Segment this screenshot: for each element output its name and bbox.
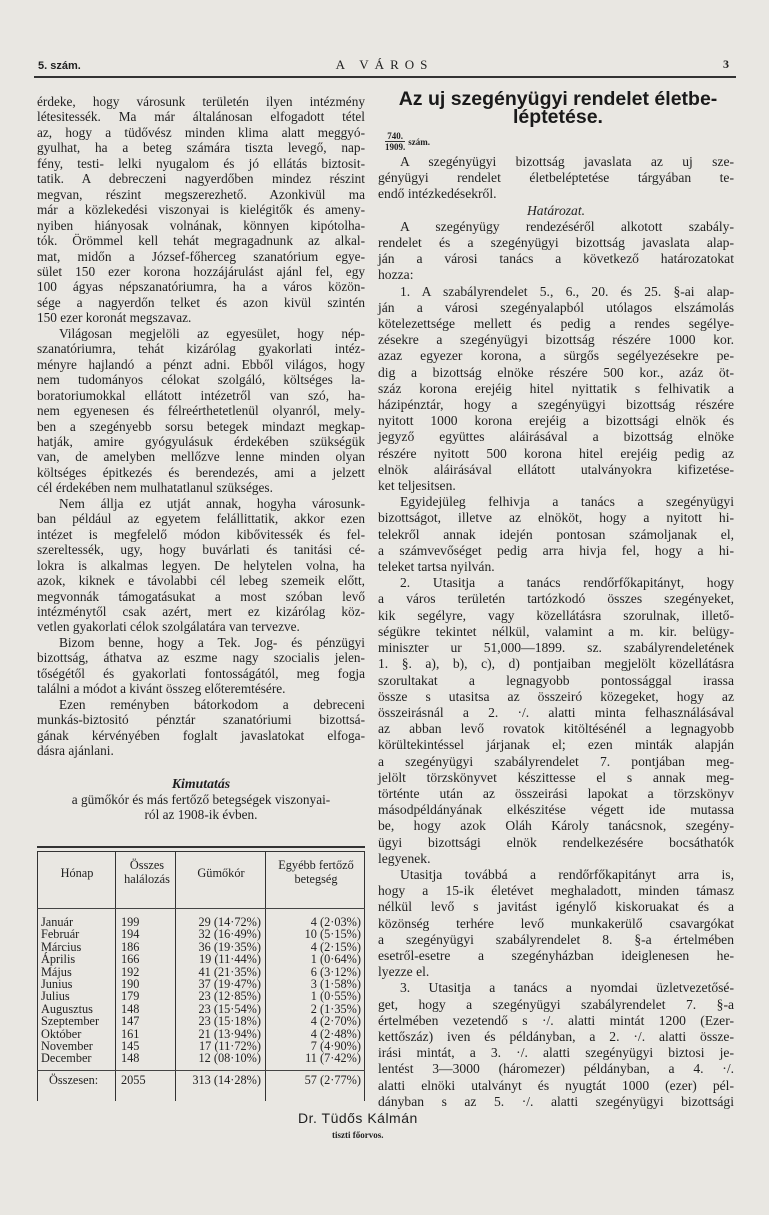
text-line: Bizom benne, hogy a Tek. Jog- és pénzügyi — [59, 634, 365, 650]
text-line: rendelet és a szegényügyi bizottság javaslata alap- — [378, 235, 734, 251]
text-line: megvan, részint megszerezhető. Azonkivül ma — [37, 186, 365, 202]
other-cell: 3 (1·58%) — [310, 977, 361, 991]
other-cell: 6 (3·12%) — [310, 964, 361, 979]
deaths-cell: 179 — [121, 989, 140, 1004]
text-line: közönség terhére levő munkakerülő csavargókat — [378, 915, 734, 931]
statistics-table — [37, 846, 365, 1101]
signature-title: tiszti főorvos. — [332, 1130, 384, 1140]
text-line: ján a városi tanács a következő határozatokat — [378, 251, 734, 267]
other-cell: 11 (7·42%) — [305, 1051, 361, 1066]
text-line: sége a nagyerdőn telket és azon kivül szintén — [37, 294, 365, 310]
text-line: alatti elnöki utalványt és nyugtát 1000 (ezer) pél- — [378, 1077, 734, 1093]
deaths-cell: 186 — [121, 939, 140, 954]
deaths-cell: 194 — [121, 927, 140, 942]
text-line: A szegényügy rendezéséről alkotott szabály- — [400, 218, 734, 234]
header-rule — [34, 76, 736, 78]
text-line: dig a bizottság elnöke részére 500 kor., azáz öt- — [378, 364, 734, 380]
text-line: telekről annak idején pontosan számoljanak el, — [378, 526, 734, 542]
text-line: bizottság, áthatva az eszme nagy szocialis jelen- — [37, 650, 365, 666]
text-line: legyenek. — [378, 850, 431, 866]
text-line: azok, kiknek e távolabbi cél lebeg szemeik előtt, — [37, 573, 365, 589]
text-line: hozza: — [378, 267, 414, 283]
paragraph — [37, 496, 365, 635]
text-line: endő intézkedésekről. — [378, 186, 497, 202]
text-line: nem tudományos célokat szolgáló, költséges la- — [37, 372, 365, 388]
tuberculosis-cell: 23 (12·85%) — [198, 989, 261, 1004]
ref-year: 1909. — [385, 142, 406, 152]
deaths-cell: 161 — [121, 1026, 140, 1041]
text-line: 1. A szabályrendelet 5., 6., 20. és 25. §-ai alap- — [400, 283, 734, 299]
text-line: érdeke, hogy városunk területén ilyen intézmény — [37, 94, 365, 109]
tuberculosis-cell: 32 (16·49%) — [198, 927, 261, 942]
tuberculosis-cell: 23 (15·18%) — [198, 1014, 261, 1029]
text-line: azaz egyezer korona, a sürgős segélyezésekre pe- — [378, 348, 734, 364]
other-cell: 7 (4·90%) — [310, 1039, 361, 1053]
deaths-cell: 199 — [121, 915, 140, 929]
paragraph — [37, 635, 365, 697]
text-line: a szegényügyi szabályrendelet 7. pontjában meg- — [378, 753, 734, 769]
tuberculosis-cell: 12 (08·10%) — [198, 1051, 261, 1066]
other-cell: 10 (5·15%) — [304, 927, 361, 942]
text-line: körültekintéssel járjanak el; ezen minták alapján — [378, 737, 734, 753]
month-cell: Május — [41, 964, 72, 979]
text-line: költséges épitkezés és berendezés, ami a jelzett — [37, 464, 365, 480]
other-cell: 1 (0·55%) — [310, 989, 361, 1004]
text-line: 1. §. a), b), c), d) pontjaiban megjelölt közellátásra — [378, 656, 734, 672]
section-heading: Határozat. — [526, 202, 586, 218]
text-line: lokra is alkalmas legyen. De helytelen volna, ha — [37, 557, 365, 573]
text-line: Nem állja ez utját annak, hogyha városunk- — [59, 495, 365, 511]
text-line: gyulhat, ha a beteg számára tiszta levegő, nap- — [37, 140, 365, 156]
header-other-infectious: Egyébb fertőző betegség — [278, 858, 354, 886]
paragraph — [378, 154, 734, 203]
text-line: jelölt törzskönyvet készittesse el s annak meg- — [378, 769, 734, 785]
text-line: tatik. A debreczeni nagyerdőben mindez részint — [37, 171, 365, 187]
text-line: 2. Utasitja a tanács rendőrfőkapitányt, hogy — [400, 575, 734, 591]
month-cell: Február — [41, 927, 80, 942]
paragraph — [378, 219, 734, 284]
paragraph — [378, 284, 734, 495]
paragraph — [378, 575, 734, 867]
text-line: vetlen gyakorlati célok szolgálatára van tervezve. — [37, 619, 300, 635]
tuberculosis-cell: 21 (13·94%) — [198, 1026, 261, 1041]
text-line: sület 150 ezer korona hozzájárulást ajánl fel, egy — [37, 263, 365, 279]
text-line: fény, testi- lelki nyugalom és jó ellátás biztosit- — [37, 155, 365, 171]
tuberculosis-cell: 29 (14·72%) — [198, 915, 261, 929]
text-line: van, de amelyben mellőzve lenne minden olyan — [37, 449, 365, 465]
text-line: össze s utasitsa az összeiró közegeket, hogy az — [378, 688, 734, 704]
article-title-line: léptetése. — [513, 106, 603, 128]
text-line: munkás-biztositó pénztár szanatóriumi bizottsá- — [37, 712, 365, 728]
header-total-deaths: Összes halálozás — [124, 858, 170, 886]
deaths-cell: 145 — [121, 1039, 140, 1053]
table-row — [37, 1052, 365, 1064]
text-line: kettőszáz) iven és példányban, a 2. ·/. alatti össze- — [378, 1028, 734, 1044]
text-line: ségükre tekintet nélkül, valamint a m. kir. belügy- — [378, 623, 734, 639]
text-line: Utasitja továbbá a rendőrfőkapitányt arra is, — [400, 866, 734, 882]
text-line: összeirásnál a 2. ·/. alatti minta felhasználásával — [378, 704, 734, 720]
text-line: nem egyenesen és félreérthetetlenül olyanról, mely- — [37, 403, 365, 419]
month-cell: Szeptember — [41, 1014, 100, 1029]
text-line: ben a szegényebb sorsu betegek mindazt megkap- — [37, 418, 365, 434]
text-line: ményre hajlandó a pénzt adni. Ebből világos, hogy — [37, 356, 365, 372]
deaths-cell: 190 — [121, 977, 140, 991]
text-line: létesitessék. Ma már általánosan elfogadott tétel — [37, 109, 365, 125]
text-line: az, hogy a tüdővész minden klima alatt meggyó- — [37, 124, 365, 140]
other-cell: 4 (2·03%) — [310, 915, 361, 929]
table-top-rule — [37, 851, 365, 852]
other-cell: 2 (1·35%) — [310, 1001, 361, 1016]
text-line: értelmében vezetendő s ·/. alatti mintát 1200 (Ezer- — [378, 1012, 734, 1028]
text-line: hatják, amire gyógyulásuk érdekében szükségük — [37, 433, 365, 449]
other-cell: 4 (2·70%) — [310, 1014, 361, 1029]
tuberculosis-cell: 36 (19·35%) — [198, 939, 261, 954]
text-line: kötelezettsége mellett és pedig a rendes segélye- — [378, 316, 734, 332]
ref-label: szám. — [408, 136, 430, 147]
signature-name: Dr. Tüdős Kálmán — [298, 1110, 418, 1126]
text-line: megvonnák támogatásukat a most szóban levő — [37, 588, 365, 604]
text-line: részére nyitott 500 korona hitel erejéig pedig az — [378, 445, 734, 461]
paragraph — [378, 867, 734, 980]
month-cell: Március — [41, 939, 82, 954]
text-line: intézet is megfelelő módon kibővitessék és fel- — [37, 526, 365, 542]
text-line: zésekre a szegényügyi bizottság részére 1000 kor. — [378, 332, 734, 348]
text-line: ban például az egyetem felállittatik, akkor ezen — [37, 511, 365, 527]
month-cell: Augusztus — [41, 1001, 93, 1016]
header-month: Hónap — [60, 866, 94, 880]
other-cell: 4 (2·15%) — [310, 939, 361, 954]
text-line: cél érdekében nem mulhatatlanul szükséges. — [37, 480, 273, 496]
text-line: dásra ajánlani. — [37, 743, 114, 759]
table-title: Kimutatás — [171, 776, 231, 791]
table-subtitle-line: a gümőkór és más fertőző betegségek viszonyai- — [71, 791, 331, 807]
total-deaths: 2055 — [121, 1073, 146, 1087]
text-line: mat, midőn a József-főherceg szanatórium egye- — [37, 248, 365, 264]
text-line: tók. Örömmel kell tehát megragadnunk az alkal- — [37, 233, 365, 249]
text-line: Egyidejüleg felhivja a tanács a szegényügyi — [400, 494, 734, 510]
text-line: hogy a 15-ik életévet meghaladott, minden támasz — [378, 883, 734, 899]
text-line: kik segélyre, vagy közellátásra szorulnak, illető- — [378, 607, 734, 623]
table-row — [37, 990, 365, 1002]
text-line: irási mintát, a 3. ·/. alatti szegényügyi biztosi je- — [378, 1045, 734, 1061]
text-line: miniszter ur 51,000—1899. sz. szabályrendeletének — [378, 640, 734, 656]
newspaper-title: A VÁROS — [335, 57, 434, 72]
text-line: a város területén tartózkodó összes szegényeket, — [378, 591, 734, 607]
total-tuberculosis: 313 (14·28%) — [192, 1073, 261, 1087]
table-total-rule — [37, 1070, 365, 1071]
month-cell: Január — [41, 915, 74, 929]
table-row — [37, 1015, 365, 1027]
table-subtitle-line: ról az 1908-ik évben. — [144, 807, 258, 822]
text-line: tőségétől és gyakorlati fontosságától, meg fogja — [37, 665, 365, 681]
text-line: esetről-esetre a szegényházban ideiglenesen he- — [378, 947, 734, 963]
text-line: szorultakat a legnagyobb pontossággal irassa — [378, 672, 734, 688]
text-line: nyitott 1000 korona erejéig a bizottsági elnök és — [378, 413, 734, 429]
text-line: házipénztár, hogy a szegényügyi bizottság részére — [378, 397, 734, 413]
article-title — [378, 90, 738, 126]
deaths-cell: 166 — [121, 952, 140, 967]
month-cell: December — [41, 1051, 92, 1066]
deaths-cell: 148 — [121, 1051, 140, 1066]
total-label: Összesen: — [49, 1073, 99, 1087]
text-line: gényügyi rendelet életbeléptetése tárgyában te- — [378, 170, 734, 186]
text-line: intézménytől csak azért, mert ez kizárólag köz- — [37, 603, 365, 619]
text-line: ügyi bizottsági elnök rendelkezésére bocsáthatók — [378, 834, 734, 850]
issue-number: 5. szám. — [38, 60, 81, 72]
tuberculosis-cell: 19 (11·44%) — [198, 952, 261, 967]
text-line: történte után az összeirási lapokat a törzskönyv — [378, 785, 734, 801]
text-line: 100 ágyas népszanatóriumra, ha a város közön- — [37, 279, 365, 295]
text-line: gának kérvényében foglalt javaslatokat elfoga- — [37, 727, 365, 743]
paragraph — [37, 326, 365, 496]
month-cell: Julius — [41, 989, 70, 1004]
text-line: 3. Utasitja a tanács a nyomdai üzletvezetősé- — [400, 980, 734, 996]
text-line: szereltessék, ugy, hogy buvárlati és tanitási cé- — [37, 542, 365, 558]
text-line: Ezen reményben bátorkodom a debreceni — [59, 696, 365, 712]
article-title-line: Az uj szegényügyi rendelet életbe- — [398, 88, 718, 110]
text-line: be, hogy azok Oláh Károly tanácsnok, szegény- — [378, 818, 734, 834]
reference-number — [385, 131, 430, 152]
deaths-cell: 192 — [121, 964, 140, 979]
text-line: lyezze el. — [378, 964, 430, 980]
table-total-row — [37, 1074, 365, 1086]
table-header-rule — [37, 908, 365, 909]
text-line: 150 ezer koronát megszavaz. — [37, 310, 192, 326]
text-line: a számvevőséget pedig arra hivja fel, hogy a hi- — [378, 542, 734, 558]
month-cell: Április — [41, 952, 76, 967]
header-tuberculosis: Gümőkór — [197, 866, 245, 880]
month-cell: Október — [41, 1026, 82, 1041]
month-cell: November — [41, 1039, 93, 1053]
text-line: a szegényügyi szabályrendelet 8. §-a értelmében — [378, 931, 734, 947]
deaths-cell: 147 — [121, 1014, 140, 1029]
text-line: ján a városi szegényalapból utólagos elszámolás — [378, 299, 734, 315]
text-line: már a közlekedési viszonyai is kielégitők és ameny- — [37, 202, 365, 218]
total-other: 57 (2·77%) — [304, 1073, 361, 1087]
text-line: Világosan megjelöli az egyesület, hogy nép- — [59, 325, 365, 341]
paragraph — [37, 697, 365, 759]
text-line: boratoriumokkal ellátott intézetről van szó, ha- — [37, 387, 365, 403]
paragraph — [378, 980, 734, 1110]
right-column-article — [378, 154, 734, 1110]
text-line: száz korona erejéig hitel nyittatik s felhivatik a — [378, 380, 734, 396]
text-line: nyiben hiányosak volnának, könnyen kipótolha- — [37, 217, 365, 233]
text-line: bizottságot, illetve az elnököt, hogy a nyitott hi- — [378, 510, 734, 526]
text-line: lentést 3—3000 (háromezer) példányban, a 4. ·/. — [378, 1061, 734, 1077]
paragraph — [37, 94, 365, 326]
table-row — [37, 953, 365, 965]
tuberculosis-cell: 17 (11·72%) — [198, 1039, 261, 1053]
other-cell: 4 (2·48%) — [310, 1026, 361, 1041]
table-caption — [37, 776, 365, 823]
text-line: dányban s az 5. ·/. alatti szegényügyi bizottsági — [378, 1093, 734, 1109]
text-line: elnök aláirásával ellátott utalványokra kifizetése- — [378, 461, 734, 477]
text-line: A szegényügyi bizottság javaslata az uj sze- — [400, 154, 734, 169]
left-column-article — [37, 94, 365, 758]
month-cell: Junius — [41, 977, 73, 991]
text-line: get, hogy a szegényügyi szabályrendelet 7. §-a — [378, 996, 734, 1012]
page-number: 3 — [723, 57, 729, 71]
other-cell: 1 (0·64%) — [310, 952, 361, 967]
tuberculosis-cell: 37 (19·47%) — [198, 977, 261, 991]
paragraph — [378, 494, 734, 575]
text-line: jegyző együttes aláirásával a bizottság elnöke — [378, 429, 734, 445]
deaths-cell: 148 — [121, 1001, 140, 1016]
table-top-rule — [37, 846, 365, 848]
text-line: szanatóriumra, tehát kizárólag gyakorlati intéz- — [37, 341, 365, 357]
text-line: találni a módot a kivánt összeg előteremtésére. — [37, 681, 286, 697]
table-row — [37, 928, 365, 940]
text-line: ket teljesitsen. — [378, 478, 456, 494]
text-line: az abban levő rovatok kitöltésénél a legnagyobb — [378, 721, 734, 737]
text-line: teleket tartsa nyilván. — [378, 559, 495, 575]
tuberculosis-cell: 23 (15·54%) — [198, 1001, 261, 1016]
ref-number: 740. — [385, 131, 405, 142]
text-line: nélkül levő s javitást igénylő kiskoruakat és a — [378, 899, 734, 915]
text-line: másodpéldányának elkészitése végett ide mutassa — [378, 802, 734, 818]
tuberculosis-cell: 41 (21·35%) — [198, 964, 261, 979]
